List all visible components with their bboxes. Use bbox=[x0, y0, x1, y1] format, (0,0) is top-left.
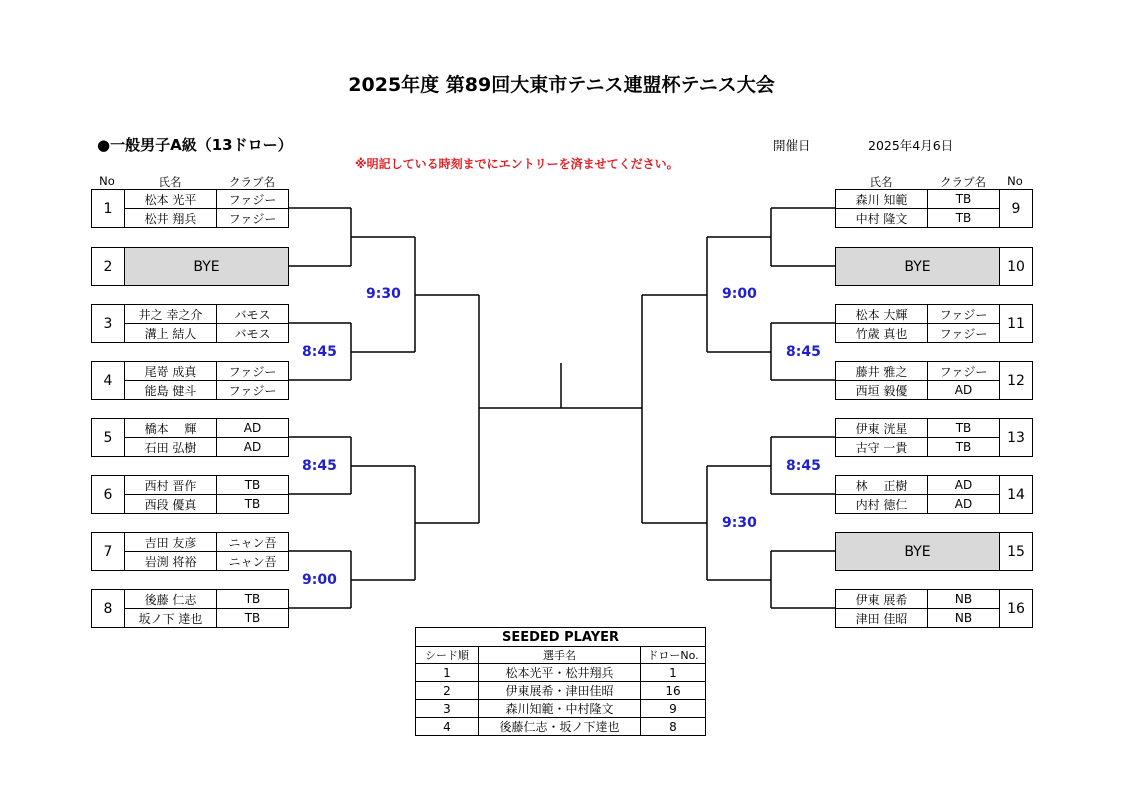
player-name: 石田 弘樹 bbox=[124, 437, 217, 457]
player-name: 古守 一貴 bbox=[835, 437, 928, 457]
club-name: TB bbox=[216, 494, 289, 514]
draw-number: 9 bbox=[999, 189, 1033, 228]
club-name: バモス bbox=[216, 304, 289, 324]
draw-number: 4 bbox=[91, 361, 125, 400]
player-name: 松本 大輝 bbox=[835, 304, 928, 324]
table-row bbox=[416, 718, 706, 736]
table-row bbox=[416, 682, 706, 700]
header-name-left: 氏名 bbox=[158, 175, 182, 189]
draw-number: 1 bbox=[91, 189, 125, 228]
seed-rank: 2 bbox=[416, 682, 479, 700]
player-name: 松井 翔兵 bbox=[124, 208, 217, 228]
club-name: ファジー bbox=[927, 361, 1000, 381]
club-name: ファジー bbox=[927, 304, 1000, 324]
club-name: ファジー bbox=[216, 189, 289, 209]
match-time: 9:30 bbox=[722, 515, 757, 531]
seed-players: 伊東展希・津田佳昭 bbox=[479, 682, 641, 700]
club-name: AD bbox=[927, 475, 1000, 495]
match-time: 9:30 bbox=[366, 286, 401, 302]
player-name: 藤井 雅之 bbox=[835, 361, 928, 381]
draw-number: 13 bbox=[999, 418, 1033, 457]
club-name: NB bbox=[927, 608, 1000, 628]
table-row bbox=[416, 664, 706, 682]
player-name: 吉田 友彦 bbox=[124, 532, 217, 552]
draw-number: 15 bbox=[999, 532, 1033, 571]
club-name: AD bbox=[927, 494, 1000, 514]
player-name: 松本 光平 bbox=[124, 189, 217, 209]
player-name: 橋本 輝 bbox=[124, 418, 217, 438]
club-name: ファジー bbox=[216, 208, 289, 228]
draw-number: 8 bbox=[91, 589, 125, 628]
player-name: 伊東 展希 bbox=[835, 589, 928, 609]
player-name: 中村 隆文 bbox=[835, 208, 928, 228]
match-time: 8:45 bbox=[786, 344, 821, 360]
match-time: 8:45 bbox=[302, 344, 337, 360]
seeded-header: ドローNo. bbox=[641, 647, 706, 664]
draw-number: 6 bbox=[91, 475, 125, 514]
seed-draw-no: 1 bbox=[641, 664, 706, 682]
header-name-right: 氏名 bbox=[869, 175, 893, 189]
club-name: ニャン吾 bbox=[216, 551, 289, 571]
player-name: 能島 健斗 bbox=[124, 380, 217, 400]
bye-slot: BYE bbox=[835, 247, 1000, 286]
club-name: AD bbox=[927, 380, 1000, 400]
date-label: 開催日 bbox=[773, 138, 811, 153]
entry-notice: ※明記している時刻までにエントリーを済ませてください。 bbox=[355, 157, 679, 171]
draw-number: 12 bbox=[999, 361, 1033, 400]
seeded-header: シード順 bbox=[416, 647, 479, 664]
match-time: 8:45 bbox=[302, 458, 337, 474]
seeded-header: 選手名 bbox=[479, 647, 641, 664]
header-club-left: クラブ名 bbox=[229, 175, 275, 189]
player-name: 岩渕 将裕 bbox=[124, 551, 217, 571]
player-name: 西段 優真 bbox=[124, 494, 217, 514]
player-name: 竹歳 真也 bbox=[835, 323, 928, 343]
match-time: 9:00 bbox=[722, 286, 757, 302]
player-name: 溝上 結人 bbox=[124, 323, 217, 343]
player-name: 井之 幸之介 bbox=[124, 304, 217, 324]
seeded-title: SEEDED PLAYER bbox=[416, 628, 706, 647]
seed-draw-no: 8 bbox=[641, 718, 706, 736]
player-name: 坂ノ下 達也 bbox=[124, 608, 217, 628]
club-name: ニャン吾 bbox=[216, 532, 289, 552]
player-name: 津田 佳昭 bbox=[835, 608, 928, 628]
section-title: ●一般男子A級（13ドロー） bbox=[97, 136, 293, 154]
player-name: 内村 徳仁 bbox=[835, 494, 928, 514]
player-name: 森川 知範 bbox=[835, 189, 928, 209]
player-name: 後藤 仁志 bbox=[124, 589, 217, 609]
seed-players: 松本光平・松井翔兵 bbox=[479, 664, 641, 682]
match-time: 9:00 bbox=[302, 572, 337, 588]
club-name: TB bbox=[927, 418, 1000, 438]
seed-rank: 4 bbox=[416, 718, 479, 736]
draw-number: 10 bbox=[999, 247, 1033, 286]
club-name: AD bbox=[216, 418, 289, 438]
seed-draw-no: 9 bbox=[641, 700, 706, 718]
draw-number: 7 bbox=[91, 532, 125, 571]
draw-number: 5 bbox=[91, 418, 125, 457]
club-name: TB bbox=[216, 475, 289, 495]
draw-number: 11 bbox=[999, 304, 1033, 343]
player-name: 伊東 洸星 bbox=[835, 418, 928, 438]
table-row bbox=[416, 700, 706, 718]
club-name: ファジー bbox=[216, 361, 289, 381]
club-name: TB bbox=[216, 608, 289, 628]
player-name: 西村 晋作 bbox=[124, 475, 217, 495]
club-name: AD bbox=[216, 437, 289, 457]
seeded-player-table bbox=[415, 627, 706, 736]
header-club-right: クラブ名 bbox=[940, 175, 986, 189]
match-time: 8:45 bbox=[786, 458, 821, 474]
club-name: ファジー bbox=[216, 380, 289, 400]
draw-number: 14 bbox=[999, 475, 1033, 514]
player-name: 尾嵜 成真 bbox=[124, 361, 217, 381]
club-name: ファジー bbox=[927, 323, 1000, 343]
seed-draw-no: 16 bbox=[641, 682, 706, 700]
club-name: TB bbox=[927, 208, 1000, 228]
draw-number: 2 bbox=[91, 247, 125, 286]
player-name: 西垣 毅優 bbox=[835, 380, 928, 400]
draw-number: 3 bbox=[91, 304, 125, 343]
player-name: 林 正樹 bbox=[835, 475, 928, 495]
draw-number: 16 bbox=[999, 589, 1033, 628]
page-title: 2025年度 第89回大東市テニス連盟杯テニス大会 bbox=[348, 74, 775, 96]
seed-rank: 3 bbox=[416, 700, 479, 718]
club-name: TB bbox=[927, 437, 1000, 457]
bye-slot: BYE bbox=[835, 532, 1000, 571]
club-name: NB bbox=[927, 589, 1000, 609]
header-no-left: No bbox=[99, 174, 115, 188]
date-value: 2025年4月6日 bbox=[868, 138, 954, 153]
club-name: TB bbox=[216, 589, 289, 609]
seed-players: 森川知範・中村隆文 bbox=[479, 700, 641, 718]
seed-rank: 1 bbox=[416, 664, 479, 682]
club-name: バモス bbox=[216, 323, 289, 343]
header-no-right: No bbox=[1007, 174, 1023, 188]
club-name: TB bbox=[927, 189, 1000, 209]
bye-slot: BYE bbox=[124, 247, 289, 286]
seed-players: 後藤仁志・坂ノ下達也 bbox=[479, 718, 641, 736]
